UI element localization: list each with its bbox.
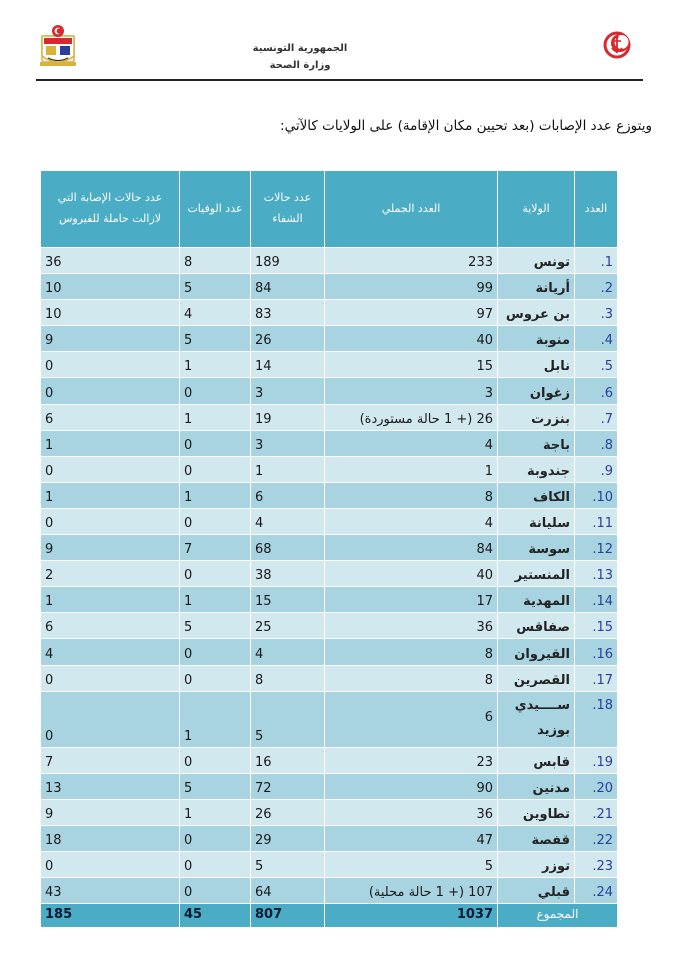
governorate-name: ســــيدي بوزيد bbox=[498, 691, 575, 747]
table-row bbox=[41, 773, 618, 799]
row-index: 13. bbox=[575, 561, 618, 587]
row-index: 20. bbox=[575, 773, 618, 799]
total-cases: 107 (+ 1 حالة محلية) bbox=[325, 878, 498, 904]
recovered-count: 16 bbox=[251, 747, 325, 773]
total-cases: 26 (+ 1 حالة مستوردة) bbox=[325, 404, 498, 430]
row-index: 24. bbox=[575, 878, 618, 904]
total-cases: 6 bbox=[325, 691, 498, 747]
header-total: العدد الجملي bbox=[325, 171, 498, 248]
active-cases: 1 bbox=[41, 430, 180, 456]
governorate-name: بنزرت bbox=[498, 404, 575, 430]
totals-recovered: 807 bbox=[251, 904, 325, 928]
total-cases: 90 bbox=[325, 773, 498, 799]
table-row bbox=[41, 665, 618, 691]
row-index: 1. bbox=[575, 248, 618, 274]
active-cases: 9 bbox=[41, 535, 180, 561]
header-active: عدد حالات الإصابة التي لازالت حاملة للفيروس bbox=[41, 171, 180, 248]
total-cases: 1 bbox=[325, 456, 498, 482]
total-cases: 233 bbox=[325, 248, 498, 274]
total-cases: 97 bbox=[325, 300, 498, 326]
deaths-count: 1 bbox=[180, 799, 251, 825]
governorate-name: قفصة bbox=[498, 825, 575, 851]
recovered-count: 5 bbox=[251, 851, 325, 877]
recovered-count: 4 bbox=[251, 508, 325, 534]
table-row bbox=[41, 274, 618, 300]
deaths-count: 0 bbox=[180, 430, 251, 456]
recovered-count: 68 bbox=[251, 535, 325, 561]
total-cases: 36 bbox=[325, 613, 498, 639]
header-recovered: عدد حالات الشفاء bbox=[251, 171, 325, 248]
row-index: 4. bbox=[575, 326, 618, 352]
total-cases: 3 bbox=[325, 378, 498, 404]
total-cases: 99 bbox=[325, 274, 498, 300]
table-row bbox=[41, 300, 618, 326]
active-cases: 6 bbox=[41, 613, 180, 639]
row-index: 7. bbox=[575, 404, 618, 430]
table-row bbox=[41, 878, 618, 904]
recovered-count: 3 bbox=[251, 378, 325, 404]
table-row bbox=[41, 825, 618, 851]
active-cases: 36 bbox=[41, 248, 180, 274]
active-cases: 0 bbox=[41, 352, 180, 378]
deaths-count: 5 bbox=[180, 613, 251, 639]
active-cases: 4 bbox=[41, 639, 180, 665]
row-index: 22. bbox=[575, 825, 618, 851]
table-row bbox=[41, 639, 618, 665]
active-cases: 0 bbox=[41, 851, 180, 877]
table-row bbox=[41, 561, 618, 587]
governorate-name: تونس bbox=[498, 248, 575, 274]
recovered-count: 4 bbox=[251, 639, 325, 665]
row-index: 5. bbox=[575, 352, 618, 378]
row-index: 17. bbox=[575, 665, 618, 691]
deaths-count: 0 bbox=[180, 878, 251, 904]
recovered-count: 14 bbox=[251, 352, 325, 378]
total-cases: 36 bbox=[325, 799, 498, 825]
governorate-name: نابل bbox=[498, 352, 575, 378]
recovered-count: 189 bbox=[251, 248, 325, 274]
governorate-name: تطاوين bbox=[498, 799, 575, 825]
governorate-name: سوسة bbox=[498, 535, 575, 561]
deaths-count: 0 bbox=[180, 508, 251, 534]
governorate-name: المنستير bbox=[498, 561, 575, 587]
row-index: 11. bbox=[575, 508, 618, 534]
total-cases: 17 bbox=[325, 587, 498, 613]
deaths-count: 1 bbox=[180, 482, 251, 508]
recovered-count: 19 bbox=[251, 404, 325, 430]
recovered-count: 5 bbox=[251, 691, 325, 747]
recovered-count: 72 bbox=[251, 773, 325, 799]
active-cases: 13 bbox=[41, 773, 180, 799]
governorate-name: مدنين bbox=[498, 773, 575, 799]
row-index: 2. bbox=[575, 274, 618, 300]
recovered-count: 29 bbox=[251, 825, 325, 851]
total-cases: 40 bbox=[325, 561, 498, 587]
row-index: 6. bbox=[575, 378, 618, 404]
active-cases: 0 bbox=[41, 691, 180, 747]
red-crescent-anchor-icon bbox=[602, 30, 632, 60]
total-cases: 47 bbox=[325, 825, 498, 851]
total-cases: 40 bbox=[325, 326, 498, 352]
deaths-count: 1 bbox=[180, 691, 251, 747]
deaths-count: 0 bbox=[180, 825, 251, 851]
republic-title: الجمهورية التونسية bbox=[252, 43, 348, 54]
deaths-count: 5 bbox=[180, 326, 251, 352]
header-divider bbox=[36, 79, 643, 81]
recovered-count: 26 bbox=[251, 326, 325, 352]
row-index: 8. bbox=[575, 430, 618, 456]
row-index: 14. bbox=[575, 587, 618, 613]
table-row bbox=[41, 535, 618, 561]
governorate-name: قبلي bbox=[498, 878, 575, 904]
active-cases: 6 bbox=[41, 404, 180, 430]
total-cases: 4 bbox=[325, 508, 498, 534]
deaths-count: 0 bbox=[180, 665, 251, 691]
deaths-count: 1 bbox=[180, 587, 251, 613]
active-cases: 7 bbox=[41, 747, 180, 773]
deaths-count: 0 bbox=[180, 639, 251, 665]
active-cases: 43 bbox=[41, 878, 180, 904]
intro-paragraph: ويتوزع عدد الإصابات (بعد تحيين مكان الإقامة) على الولايات كالآتي: bbox=[280, 118, 652, 134]
header-index: العدد bbox=[575, 171, 618, 248]
total-cases: 8 bbox=[325, 639, 498, 665]
deaths-count: 4 bbox=[180, 300, 251, 326]
table-row bbox=[41, 508, 618, 534]
row-index: 15. bbox=[575, 613, 618, 639]
active-cases: 1 bbox=[41, 482, 180, 508]
table-header-row bbox=[41, 171, 618, 248]
deaths-count: 5 bbox=[180, 773, 251, 799]
governorate-name: المهدية bbox=[498, 587, 575, 613]
deaths-count: 7 bbox=[180, 535, 251, 561]
active-cases: 0 bbox=[41, 456, 180, 482]
row-index: 23. bbox=[575, 851, 618, 877]
totals-row bbox=[41, 904, 618, 928]
row-index: 21. bbox=[575, 799, 618, 825]
table-row bbox=[41, 613, 618, 639]
totals-deaths: 45 bbox=[180, 904, 251, 928]
row-index: 18. bbox=[575, 691, 618, 747]
table-body bbox=[41, 248, 618, 904]
totals-total: 1037 bbox=[325, 904, 498, 928]
row-index: 19. bbox=[575, 747, 618, 773]
governorate-name: باجة bbox=[498, 430, 575, 456]
recovered-count: 8 bbox=[251, 665, 325, 691]
total-cases: 4 bbox=[325, 430, 498, 456]
table-row bbox=[41, 248, 618, 274]
active-cases: 1 bbox=[41, 587, 180, 613]
deaths-count: 0 bbox=[180, 456, 251, 482]
active-cases: 2 bbox=[41, 561, 180, 587]
ministry-title: وزارة الصحة bbox=[269, 60, 331, 71]
table-row bbox=[41, 326, 618, 352]
table-row bbox=[41, 747, 618, 773]
recovered-count: 84 bbox=[251, 274, 325, 300]
recovered-count: 6 bbox=[251, 482, 325, 508]
totals-active: 185 bbox=[41, 904, 180, 928]
recovered-count: 64 bbox=[251, 878, 325, 904]
cases-by-governorate-table bbox=[40, 170, 618, 928]
governorate-name: أريانة bbox=[498, 274, 575, 300]
recovered-count: 38 bbox=[251, 561, 325, 587]
recovered-count: 83 bbox=[251, 300, 325, 326]
active-cases: 9 bbox=[41, 799, 180, 825]
recovered-count: 25 bbox=[251, 613, 325, 639]
governorate-name: جندوبة bbox=[498, 456, 575, 482]
row-index: 12. bbox=[575, 535, 618, 561]
governorate-name: توزر bbox=[498, 851, 575, 877]
governorate-name: الكاف bbox=[498, 482, 575, 508]
row-index: 9. bbox=[575, 456, 618, 482]
governorate-name: القيروان bbox=[498, 639, 575, 665]
table-row bbox=[41, 404, 618, 430]
table-row bbox=[41, 352, 618, 378]
table-row bbox=[41, 456, 618, 482]
row-index: 16. bbox=[575, 639, 618, 665]
deaths-count: 0 bbox=[180, 851, 251, 877]
row-index: 3. bbox=[575, 300, 618, 326]
header-deaths: عدد الوفيات bbox=[180, 171, 251, 248]
row-index: 10. bbox=[575, 482, 618, 508]
table-row bbox=[41, 799, 618, 825]
table-row bbox=[41, 378, 618, 404]
governorate-name: سليانة bbox=[498, 508, 575, 534]
deaths-count: 0 bbox=[180, 561, 251, 587]
governorate-name: صفاقس bbox=[498, 613, 575, 639]
deaths-count: 5 bbox=[180, 274, 251, 300]
table-row bbox=[41, 851, 618, 877]
total-cases: 23 bbox=[325, 747, 498, 773]
recovered-count: 3 bbox=[251, 430, 325, 456]
governorate-name: قابس bbox=[498, 747, 575, 773]
active-cases: 0 bbox=[41, 378, 180, 404]
governorate-name: بن عروس bbox=[498, 300, 575, 326]
total-cases: 8 bbox=[325, 482, 498, 508]
active-cases: 0 bbox=[41, 508, 180, 534]
deaths-count: 8 bbox=[180, 248, 251, 274]
table-row bbox=[41, 691, 618, 747]
total-cases: 8 bbox=[325, 665, 498, 691]
recovered-count: 1 bbox=[251, 456, 325, 482]
active-cases: 10 bbox=[41, 300, 180, 326]
totals-label: المجموع bbox=[498, 904, 618, 928]
governorate-name: زغوان bbox=[498, 378, 575, 404]
active-cases: 18 bbox=[41, 825, 180, 851]
recovered-count: 15 bbox=[251, 587, 325, 613]
deaths-count: 1 bbox=[180, 352, 251, 378]
active-cases: 10 bbox=[41, 274, 180, 300]
letterhead bbox=[0, 0, 679, 84]
deaths-count: 1 bbox=[180, 404, 251, 430]
active-cases: 0 bbox=[41, 665, 180, 691]
deaths-count: 0 bbox=[180, 378, 251, 404]
recovered-count: 26 bbox=[251, 799, 325, 825]
active-cases: 9 bbox=[41, 326, 180, 352]
governorate-name: القصرين bbox=[498, 665, 575, 691]
table-row bbox=[41, 587, 618, 613]
total-cases: 84 bbox=[325, 535, 498, 561]
tunisia-coat-of-arms-icon bbox=[38, 22, 78, 68]
header-governorate: الولاية bbox=[498, 171, 575, 248]
total-cases: 15 bbox=[325, 352, 498, 378]
table-row bbox=[41, 482, 618, 508]
deaths-count: 0 bbox=[180, 747, 251, 773]
table-row bbox=[41, 430, 618, 456]
total-cases: 5 bbox=[325, 851, 498, 877]
governorate-name: منوبة bbox=[498, 326, 575, 352]
